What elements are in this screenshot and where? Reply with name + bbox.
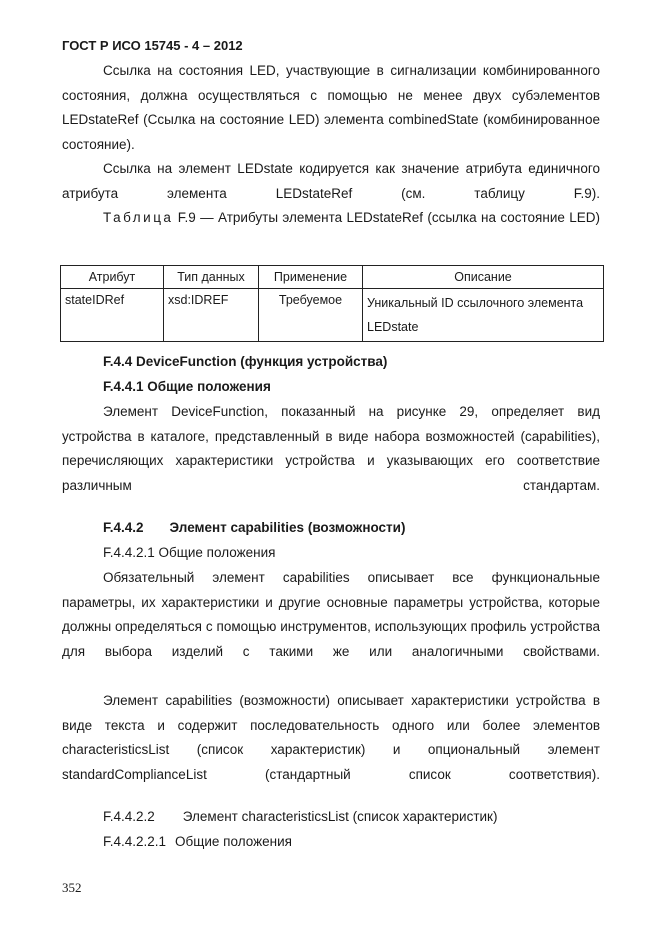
f4422-number: F.4.4.2.2 <box>103 809 155 824</box>
f4422-title: Элемент characteristicsList (список характеристик) <box>182 809 498 824</box>
page-number: 352 <box>62 880 82 895</box>
column-header-data-type: Тип данных <box>164 266 259 289</box>
attributes-table <box>60 265 604 342</box>
document-header: ГОСТ Р ИСО 15745 - 4 – 2012 <box>62 38 243 53</box>
f44221-number: F.4.4.2.2.1 <box>103 834 167 849</box>
f44221-title: Общие положения <box>175 834 292 849</box>
cell-usage: Требуемое <box>259 289 363 342</box>
f442-number: F.4.4.2 <box>103 520 144 535</box>
column-header-description: Описание <box>363 266 604 289</box>
f4421-paragraph-1: Обязательный элемент capabilities описывает все функциональные параметры, их характеристики и другие основные параметры устройства, которые должны определяться с помощью инструментов, использующих профиль устройства для выбора изделий с такими же или аналогичными свойствами. <box>62 570 600 659</box>
intro-paragraph-2: Ссылка на элемент LEDstate кодируется как значение атрибута единичного атрибута элемента LEDstateRef (см. таблицу F.9). <box>62 161 600 201</box>
cell-description: Уникальный ID ссылочного элемента LEDstate <box>363 289 604 342</box>
table-row <box>61 289 604 342</box>
subsection-heading-f442 <box>62 516 600 541</box>
column-header-usage: Применение <box>259 266 363 289</box>
subsection-heading-f4422 <box>62 805 600 830</box>
subsection-heading-f44221 <box>62 830 600 855</box>
f4421-paragraph-2: Элемент capabilities (возможности) описывает характеристики устройства в виде текста и содержит последовательность одного или более элементов characteristicsList (список характеристик) и опциональный элемент standardComplianceList (стандартный список соответствия). <box>62 693 600 782</box>
table-header-row <box>61 266 604 289</box>
section-heading-f44: F.4.4 DeviceFunction (функция устройства) <box>103 354 388 369</box>
subsection-heading-f4421: F.4.4.2.1 Общие положения <box>103 545 276 560</box>
f442-title: Элемент capabilities (возможности) <box>169 520 406 535</box>
intro-paragraph-1: Ссылка на состояния LED, участвующие в сигнализации комбинированного состояния, должна осуществляться с помощью не менее двух субэлементов LEDstateRef (Ссылка на состояние LED) элемента combinedState (комбинированное состояние). <box>62 63 600 152</box>
f441-paragraph: Элемент DeviceFunction, показанный на рисунке 29, определяет вид устройства в каталоге, представленный в виде набора возможностей (capabilities), перечисляющих характеристики устройства и указывающих его соответствие различным стандартам. <box>62 404 600 493</box>
cell-attribute: stateIDRef <box>61 289 164 342</box>
table-caption-text: F.9 — Атрибуты элемента LEDstateRef (ссылка на состояние LED) <box>173 210 600 225</box>
column-header-attribute: Атрибут <box>61 266 164 289</box>
table-caption-label: Таблица <box>103 210 174 225</box>
cell-data-type: xsd:IDREF <box>164 289 259 342</box>
table-caption <box>62 206 600 231</box>
subsection-heading-f441: F.4.4.1 Общие положения <box>103 379 271 394</box>
